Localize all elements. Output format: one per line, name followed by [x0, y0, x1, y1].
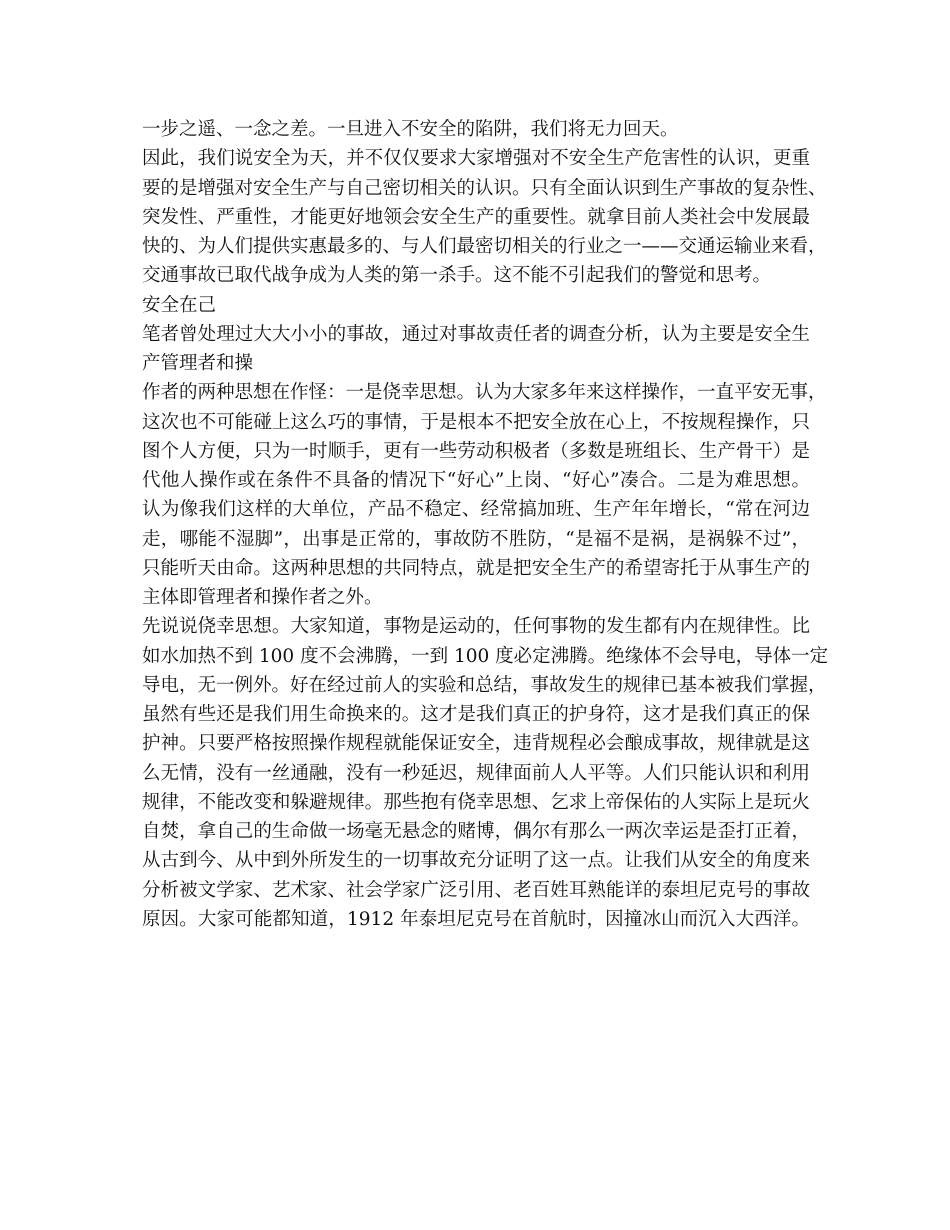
text-line: 产管理者和操: [142, 353, 254, 374]
text-line: 么无情，没有一丝通融，没有一秒延迟，规律面前人人平等。人们只能认识和利用: [142, 762, 810, 784]
text-line: 代他人操作或在条件不具备的情况下“好心”上岗、“好心”凑合。二是为难思想。: [142, 470, 810, 491]
text-line: 从古到今、从中到外所发生的一切事故充分证明了这一点。让我们从安全的角度来: [142, 850, 810, 872]
text-line: 如水加热不到 100 度不会沸腾，一到 100 度必定沸腾。绝缘体不会导电，导体一定: [142, 645, 829, 667]
text-line: 笔者曾处理过大大小小的事故，通过对事故责任者的调查分析，认为主要是安全生: [142, 323, 810, 345]
text-line: 先说说侥幸思想。大家知道，事物是运动的，任何事物的发生都有内在规律性。比: [142, 616, 810, 638]
text-line: 突发性、严重性，才能更好地领会安全生产的重要性。就拿目前人类社会中发展最: [142, 206, 810, 228]
document-body: [142, 115, 829, 934]
text-line: 图个人方便，只为一时顺手，更有一些劳动积极者（多数是班组长、生产骨干）是: [142, 440, 810, 462]
text-line: 交通事故已取代战争成为人类的第一杀手。这不能不引起我们的警觉和思考。: [142, 265, 772, 287]
text-line: 护神。只要严格按照操作规程就能保证安全，违背规程必会酿成事故，规律就是这: [142, 733, 810, 755]
text-line: 这次也不可能碰上这么巧的事情，于是根本不把安全放在心上，不按规程操作，只: [142, 411, 810, 433]
text-line: 安全在己: [142, 294, 217, 316]
text-line: 导电，无一例外。好在经过前人的实验和总结，事故发生的规律已基本被我们掌握，: [142, 674, 827, 696]
text-line: 主体即管理者和操作者之外。: [142, 587, 383, 608]
text-line: 认为像我们这样的大单位，产品不稳定、经常搞加班、生产年年增长，“常在河边: [142, 499, 810, 521]
text-line: 快的、为人们提供实惠最多的、与人们最密切相关的行业之一——交通运输业来看，: [142, 236, 827, 257]
text-line: 分析被文学家、艺术家、社会学家广泛引用、老百姓耳熟能详的泰坦尼克号的事故: [142, 879, 810, 901]
text-line: 因此，我们说安全为天，并不仅仅要求大家增强对不安全生产危害性的认识，更重: [142, 148, 810, 170]
text-line: 规律，不能改变和躲避规律。那些抱有侥幸思想、乞求上帝保佑的人实际上是玩火: [142, 791, 810, 813]
text-line: 要的是增强对安全生产与自己密切相关的认识。只有全面认识到生产事故的复杂性、: [142, 177, 827, 199]
text-line: 原因。大家可能都知道，1912 年泰坦尼克号在首航时，因撞冰山而沉入大西洋。: [142, 908, 810, 930]
text-line: 自焚，拿自己的生命做一场毫无悬念的赌博，偶尔有那么一两次幸运是歪打正着，: [142, 821, 810, 842]
text-line: 作者的两种思想在作怪：一是侥幸思想。认为大家多年来这样操作，一直平安无事，: [142, 382, 827, 404]
text-line: 走，哪能不湿脚”，出事是正常的，事故防不胜防，“是福不是祸，是祸躲不过”，: [142, 528, 810, 550]
text-line: 一步之遥、一念之差。一旦进入不安全的陷阱，我们将无力回天。: [142, 119, 679, 140]
text-line: 只能听天由命。这两种思想的共同特点，就是把安全生产的希望寄托于从事生产的: [142, 557, 810, 579]
text-line: 虽然有些还是我们用生命换来的。这才是我们真正的护身符，这才是我们真正的保: [142, 704, 810, 725]
